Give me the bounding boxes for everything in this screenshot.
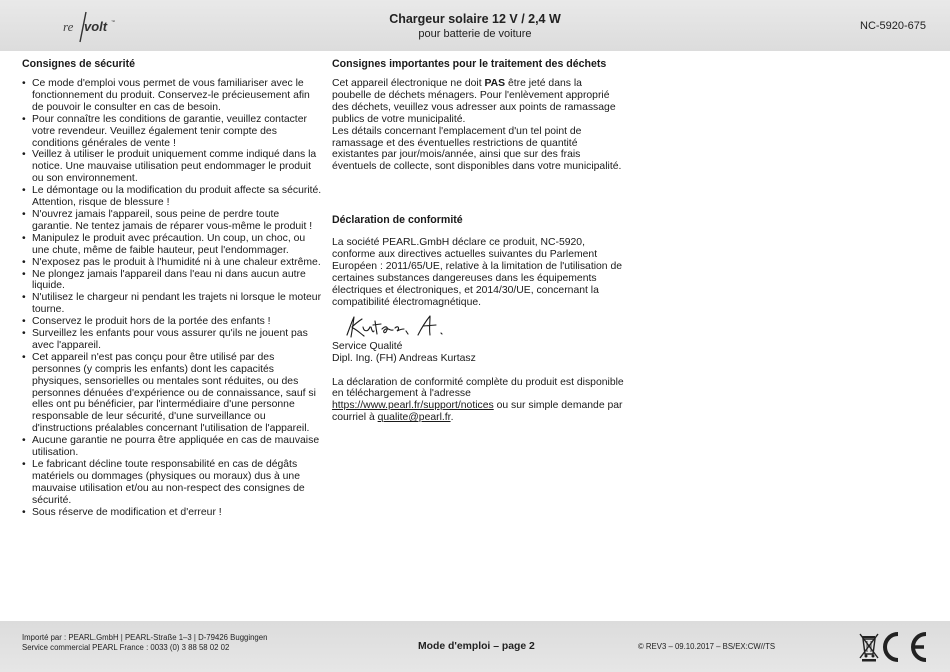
- waste-text: [332, 78, 624, 173]
- document-subtitle: pour batterie de voiture: [418, 28, 532, 40]
- importer-info: [22, 633, 267, 652]
- signature-image: [344, 313, 454, 339]
- svg-text:re: re: [63, 19, 74, 34]
- safety-column: [22, 58, 322, 519]
- declaration-text: ou sur simple demande par courriel à: [332, 400, 623, 424]
- waste-emphasis: PAS: [484, 78, 506, 89]
- notices-link[interactable]: https://www.pearl.fr/support/notices: [332, 400, 494, 412]
- declaration-text: .: [450, 412, 454, 424]
- safety-item: • Le démontage ou la modification du produit affecte sa sécurité. Attention, risque de blessure !: [22, 185, 322, 209]
- safety-item: • Pour connaître les conditions de garantie, veuillez contacter votre revendeur. Veuillez également tenir compte des conditions générales de vente !: [22, 114, 322, 150]
- safety-item: • Conservez le produit hors de la portée des enfants !: [22, 316, 322, 328]
- page-header: [0, 0, 950, 51]
- signer-department: Service Qualité: [332, 340, 403, 352]
- svg-text:volt: volt: [84, 19, 108, 34]
- svg-text:™: ™: [111, 19, 115, 24]
- declaration-text: La déclaration de conformité complète du produit est disponible en téléchargement à l'adresse: [332, 376, 624, 400]
- email-link[interactable]: qualite@pearl.fr: [377, 412, 451, 424]
- waste-heading: Consignes importantes pour le traitement des déchets: [332, 58, 607, 70]
- safety-item: • Surveillez les enfants pour vous assurer qu'ils ne jouent pas avec l'appareil.: [22, 328, 322, 352]
- product-code: NC-5920-675: [860, 20, 927, 32]
- safety-item: • Sous réserve de modification et d'erreur !: [22, 507, 322, 519]
- page-footer: [0, 621, 950, 672]
- waste-text-part: Cet appareil électronique ne doit: [332, 78, 485, 89]
- safety-item: • N'utilisez le chargeur ni pendant les trajets ni lorsque le moteur tourne.: [22, 292, 322, 316]
- safety-item: • Ne plongez jamais l'appareil dans l'eau ni dans aucun autre liquide.: [22, 269, 322, 293]
- document-title: Chargeur solaire 12 V / 2,4 W: [389, 12, 561, 26]
- waste-text-part: être jeté dans la poubelle de déchets ménagers. Pour l'enlèvement approprié des déchets, veuillez vous adresser aux points de ramassage publics de votre municipalité.: [332, 78, 616, 125]
- safety-item: • Ce mode d'emploi vous permet de vous familiariser avec le fonctionnement du produit. Conservez-le précieusement afin de pouvoir le consulter en cas de besoin.: [22, 78, 322, 114]
- full-declaration-note: [332, 377, 624, 425]
- revision-info: © REV3 – 09.10.2017 – BS/EX:CW//TS: [638, 642, 776, 651]
- safety-item: • N'exposez pas le produit à l'humidité ni à une chaleur extrême.: [22, 257, 322, 269]
- service-line: Service commercial PEARL France : 0033 (0) 3 88 58 02 02: [22, 642, 230, 652]
- signer-name: Dipl. Ing. (FH) Andreas Kurtasz: [332, 352, 476, 364]
- safety-item: • Cet appareil n'est pas conçu pour être utilisé par des personnes (y compris les enfants) dont les capacités physiques, sensorielles ou mentales sont réduites, ou des personnes dénuées d'expérience ou de connaissance, sauf si elles ont pu bénéficier, par l'intermédiaire d'une personne responsable de leur sécurité, d'une surveillance ou d'instructions préalables concernant l'utilisation de l'appareil.: [22, 352, 322, 435]
- conformity-text: La société PEARL.GmbH déclare ce produit, NC-5920, conforme aux directives actuelles suivantes du Parlement Européen : 2011/65/UE, relative à la limitation de l'utilisation de certaines substances dangereuses dans les équipements électriques et électroniques, et 2014/30/UE, concernant la compatibilité électromagnétique.: [332, 237, 623, 308]
- safety-item: • N'ouvrez jamais l'appareil, sous peine de perdre toute garantie. Ne tentez jamais de réparer vous-même le produit !: [22, 209, 322, 233]
- importer-line: Importé par : PEARL.GmbH | PEARL-Straße 1–3 | D-79426 Buggingen: [22, 633, 268, 642]
- ce-mark-icon: [876, 631, 928, 663]
- waste-paragraph-1: [332, 78, 624, 126]
- waste-paragraph-2: Les détails concernant l'emplacement d'un tel point de ramassage et des éventuelles restrictions de quantité existantes par jour/mois/année, ainsi que sur des frais éventuels de collecte, sont disponibles dans votre municipalité.: [332, 125, 622, 173]
- revolt-logo: [62, 10, 118, 44]
- safety-item: • Le fabricant décline toute responsabilité en cas de dégâts matériels ou dommages (physiques ou moraux) dus à une mauvaise utilisation et/ou au non-respect des consignes de sécurité.: [22, 459, 322, 507]
- safety-item: • Veillez à utiliser le produit uniquement comme indiqué dans la notice. Une mauvaise utilisation peut endommager le produit ou son environnement.: [22, 149, 322, 185]
- safety-item: • Manipulez le produit avec précaution. Un coup, un choc, ou une chute, même de faible hauteur, peut l'endommager.: [22, 233, 322, 257]
- conformity-heading: Déclaration de conformité: [332, 214, 463, 227]
- safety-list: [22, 78, 322, 519]
- page-label: Mode d'emploi – page 2: [418, 641, 535, 652]
- safety-item: • Aucune garantie ne pourra être appliquée en cas de mauvaise utilisation.: [22, 435, 322, 459]
- safety-heading: Consignes de sécurité: [22, 58, 136, 70]
- header-title-block: [300, 12, 650, 41]
- disposal-conformity-column: [332, 58, 624, 424]
